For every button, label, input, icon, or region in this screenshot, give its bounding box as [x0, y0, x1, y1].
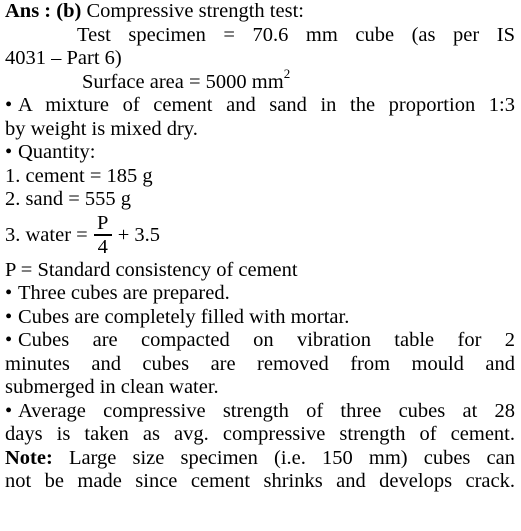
- bullet-2: [5, 282, 515, 306]
- answer-document: [5, 0, 515, 494]
- note-line-2: not be made since cement shrinks and develops crack.: [5, 470, 515, 492]
- bullet-3: [5, 306, 515, 330]
- fraction-numerator: P: [97, 212, 109, 235]
- bullet-3-text: Cubes are completely filled with mortar.: [18, 305, 350, 328]
- bullet-2-text: Three cubes are prepared.: [18, 282, 230, 304]
- bullet-5-line-1: [5, 400, 515, 424]
- water-formula: [5, 213, 515, 259]
- bullet-4-line-3: submerged in clean water.: [5, 376, 219, 398]
- specimen-line-1: Test specimen = 70.6 mm cube (as per IS: [77, 23, 515, 46]
- note-label: Note:: [5, 446, 53, 469]
- note-text-1: Large size specimen (i.e. 150 mm) cubes can: [52, 446, 515, 469]
- bullet-1-text-1: A mixture of cement and sand in the proportion 1:3: [18, 94, 515, 116]
- bullet-1-line-2: by weight is mixed dry.: [5, 117, 198, 140]
- answer-heading: [5, 0, 515, 24]
- surface-area-exponent: 2: [283, 65, 291, 81]
- bullet-icon: •: [5, 305, 13, 328]
- p-definition: P = Standard consistency of cement: [5, 258, 298, 281]
- bullet-5-line-2: days is taken as avg. compressive strength of cement.: [5, 423, 515, 445]
- answer-title: Compressive strength test:: [81, 0, 304, 22]
- water-fraction: [94, 213, 112, 257]
- bullet-5-text-1: Average compressive strength of three cubes at 28: [18, 399, 515, 422]
- quantity-label: Quantity:: [18, 141, 96, 163]
- bullet-icon: •: [5, 282, 13, 304]
- fraction-denominator: 4: [97, 235, 108, 258]
- bullet-4-line-2: minutes and cubes are removed from mould and: [5, 352, 515, 375]
- answer-prefix: Ans :: [5, 0, 57, 22]
- specimen-line-2: 4031 – Part 6): [5, 47, 122, 69]
- quantity-cement: 1. cement = 185 g: [5, 164, 153, 187]
- bullet-icon: •: [5, 94, 13, 116]
- surface-area-text: Surface area = 5000 mm: [82, 70, 284, 93]
- quantity-heading: [5, 141, 515, 165]
- bullet-1-line-1: [5, 94, 515, 118]
- bullet-4-text-1: Cubes are compacted on vibration table for 2: [18, 329, 515, 351]
- bullet-icon: •: [5, 329, 13, 351]
- answer-option: (b): [56, 0, 82, 22]
- bullet-icon: •: [5, 141, 13, 163]
- surface-area-line: [5, 65, 515, 95]
- bullet-icon: •: [5, 399, 13, 422]
- water-formula-left: 3. water =: [5, 223, 88, 246]
- note-line-1: [5, 447, 515, 471]
- bullet-4-line-1: [5, 329, 515, 353]
- water-formula-right: + 3.5: [117, 223, 161, 246]
- quantity-sand: 2. sand = 555 g: [5, 188, 132, 210]
